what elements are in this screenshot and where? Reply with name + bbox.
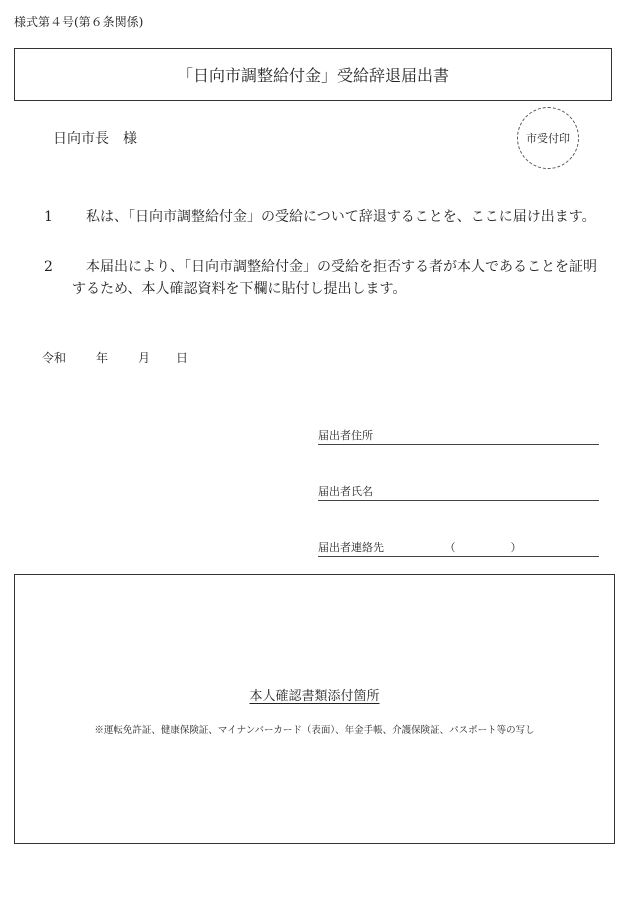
- title-box: [14, 48, 612, 101]
- clause-text: 私は、「日向市調整給付金」の受給について辞退することを、ここに届け出ます。: [86, 209, 596, 225]
- clause-2: [44, 256, 604, 300]
- addressee: 日向市長 様: [53, 131, 137, 147]
- clause-1: [44, 206, 604, 228]
- address-field[interactable]: 届出者住所: [318, 427, 599, 445]
- reception-stamp: [517, 107, 579, 169]
- form-number: 様式第４号(第６条関係): [14, 15, 144, 29]
- page-title: 「日向市調整給付金」受給辞退届出書: [176, 66, 449, 85]
- date-year: 年: [96, 351, 109, 365]
- clause-number: 1: [44, 209, 53, 225]
- name-field[interactable]: 届出者氏名: [318, 483, 599, 501]
- date-month: 月: [138, 351, 151, 365]
- date-era: 令和: [42, 351, 67, 365]
- id-section-note: ※運転免許証、健康保険証、マイナンバーカード（表面）、年金手帳、介護保険証、パスポート等の写し: [94, 725, 535, 736]
- date-day: 日: [176, 351, 189, 365]
- clause-number: 2: [44, 259, 53, 275]
- date-line: [42, 349, 188, 366]
- id-section-title: 本人確認書類添付箇所: [249, 689, 380, 704]
- clause-text: 本届出により、「日向市調整給付金」の受給を拒否する者が本人であることを証明するため、本人確認資料を下欄に貼付し提出します。: [72, 259, 597, 297]
- id-document-box: [14, 574, 615, 844]
- reception-stamp-label: 市受付印: [526, 132, 570, 145]
- contact-field[interactable]: 届出者連絡先 （ ）: [318, 539, 599, 557]
